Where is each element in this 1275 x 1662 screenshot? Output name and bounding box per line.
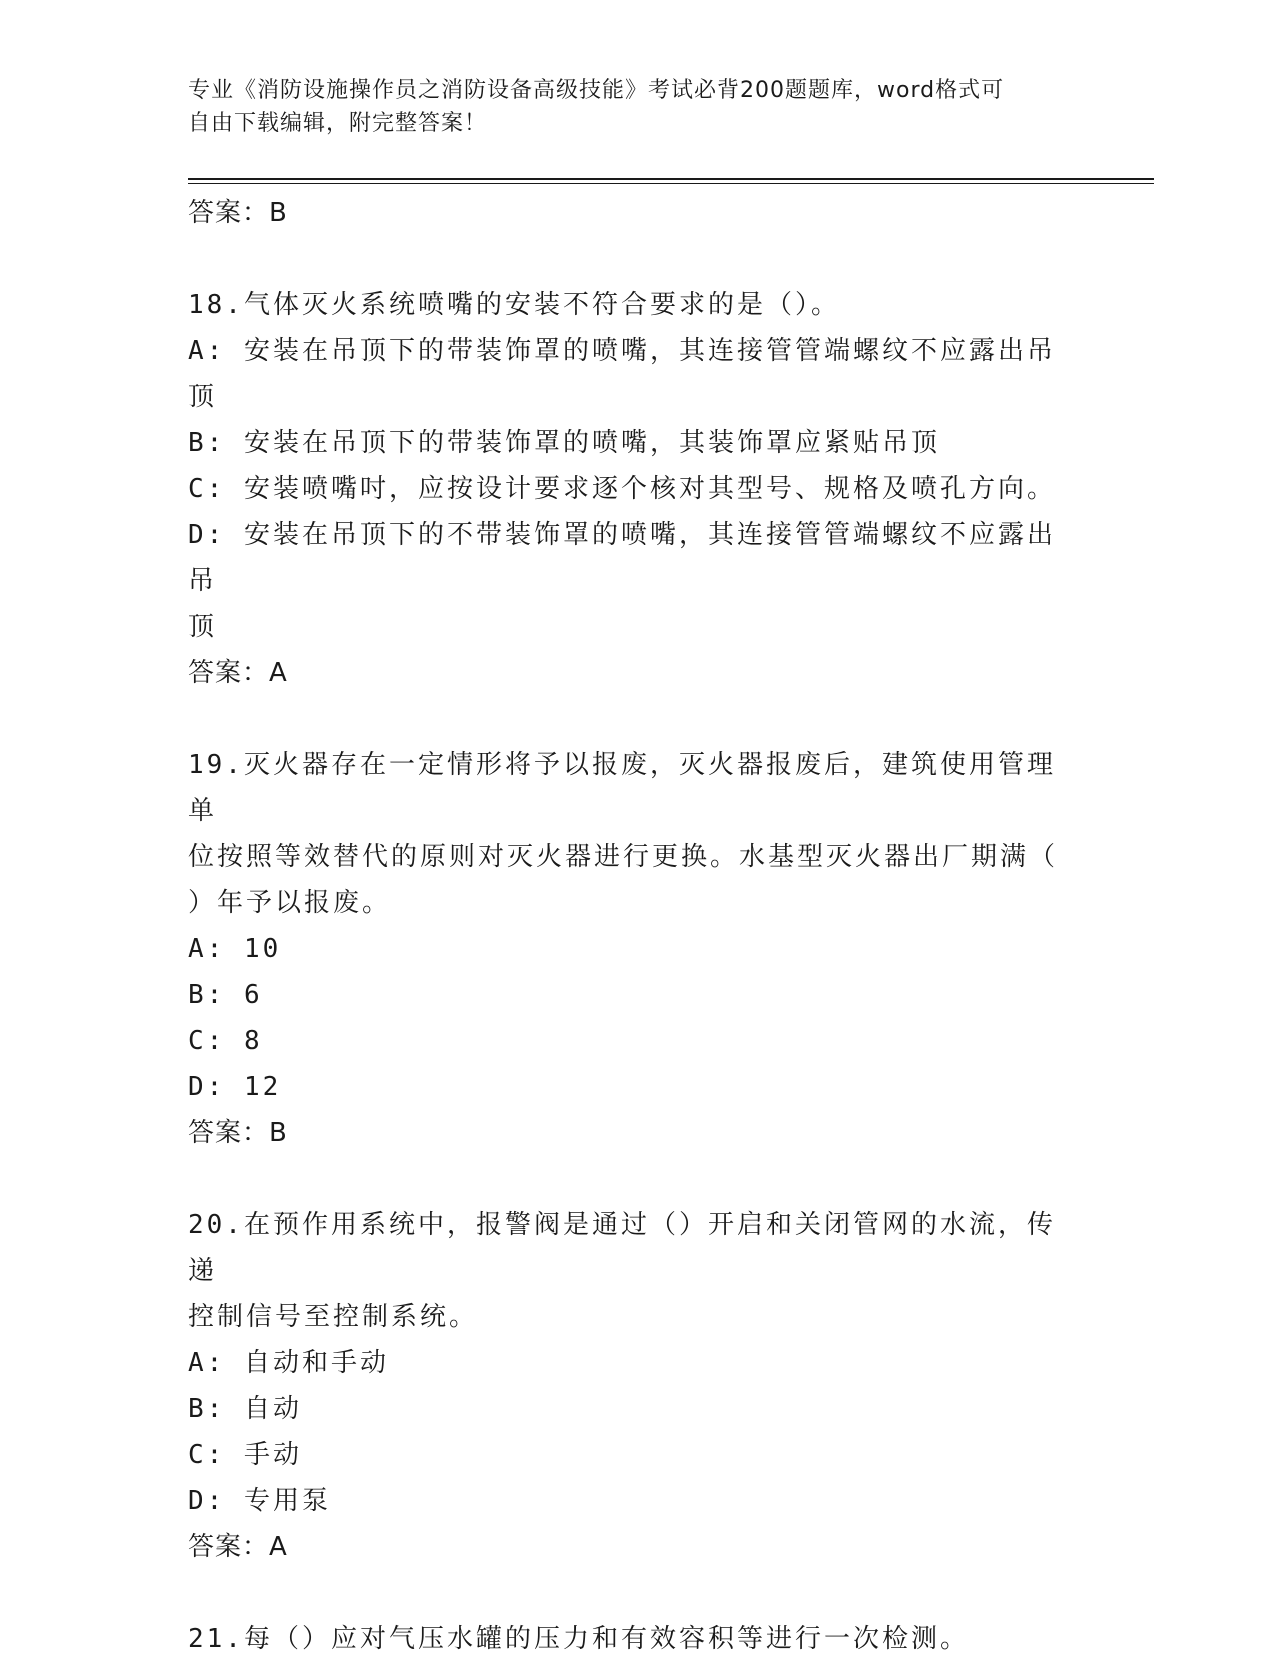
- spacer: [188, 1570, 1078, 1616]
- option-c: C: 手动: [188, 1440, 302, 1470]
- question-stem: 20.在预作用系统中，报警阀是通过（）开启和关闭管网的水流，传递: [188, 1210, 1056, 1286]
- question-list: [188, 190, 1078, 1662]
- question-block-20: [188, 1202, 1078, 1570]
- header-rule-thin: [188, 183, 1154, 184]
- header-rule-thick: [188, 178, 1154, 180]
- question-stem-continued: 控制信号至控制系统。: [188, 1302, 479, 1332]
- previous-answer: 答案：B: [188, 198, 288, 228]
- spacer: [188, 236, 1078, 282]
- option-b: B: 自动: [188, 1394, 302, 1424]
- question-stem: 18.气体灭火系统喷嘴的安装不符合要求的是（）。: [188, 290, 840, 320]
- option-c: C: 8: [188, 1026, 263, 1056]
- option-d-continued: 顶: [188, 612, 218, 642]
- option-b: B: 安装在吊顶下的带装饰罩的喷嘴，其装饰罩应紧贴吊顶: [188, 428, 940, 458]
- question-stem: 21.每（）应对气压水罐的压力和有效容积等进行一次检测。: [188, 1624, 969, 1654]
- header-line-2: 自由下载编辑，附完整答案！: [188, 111, 488, 136]
- spacer: [188, 1156, 1078, 1202]
- document-header: [188, 74, 1068, 140]
- option-a: A: 安装在吊顶下的带装饰罩的喷嘴，其连接管管端螺纹不应露出吊顶: [188, 336, 1056, 412]
- question-block-18: [188, 282, 1078, 696]
- question-stem: 19.灭火器存在一定情形将予以报废，灭火器报废后，建筑使用管理单: [188, 750, 1056, 826]
- question-stem-continued: 位按照等效替代的原则对灭火器进行更换。水基型灭火器出厂期满（: [188, 842, 1059, 872]
- question-block-21: [188, 1616, 1078, 1662]
- answer-line: 答案：A: [188, 1532, 288, 1562]
- answer-line: 答案：A: [188, 658, 288, 688]
- option-d: D: 安装在吊顶下的不带装饰罩的喷嘴，其连接管管端螺纹不应露出吊: [188, 520, 1056, 596]
- question-block-19: [188, 742, 1078, 1156]
- option-a: A: 自动和手动: [188, 1348, 389, 1378]
- option-c: C: 安装喷嘴吋，应按设计要求逐个核对其型号、规格及喷孔方向。: [188, 474, 1056, 504]
- option-d: D: 专用泵: [188, 1486, 331, 1516]
- option-d: D: 12: [188, 1072, 282, 1102]
- header-line-1: 专业《消防设施操作员之消防设备高级技能》考试必背200题题库，word格式可: [188, 78, 1005, 103]
- question-stem-continued: ）年予以报废。: [188, 888, 392, 918]
- answer-line: 答案：B: [188, 1118, 288, 1148]
- option-b: B: 6: [188, 980, 263, 1010]
- spacer: [188, 696, 1078, 742]
- option-a: A: 10: [188, 934, 282, 964]
